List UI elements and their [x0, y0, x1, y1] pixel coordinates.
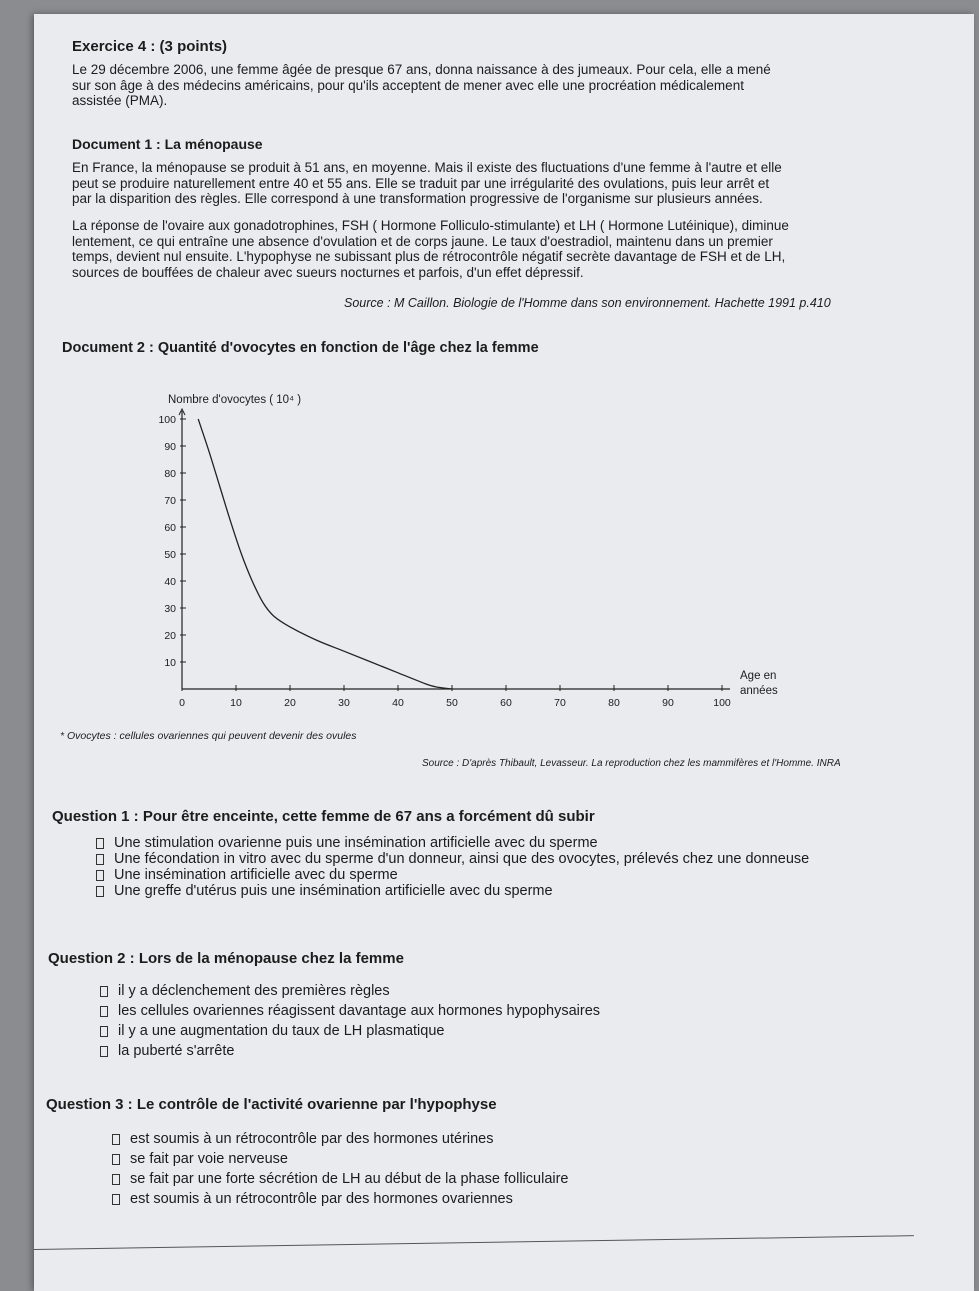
- x-tick-label: 40: [392, 697, 404, 709]
- q1-option-4[interactable]: [96, 883, 962, 899]
- option-label: se fait par une forte sécrétion de LH au début de la phase folliculaire: [130, 1171, 569, 1187]
- x-tick-label: 70: [554, 697, 566, 709]
- x-axis-label: Age en: [740, 670, 777, 682]
- option-label: la puberté s'arrête: [118, 1043, 235, 1059]
- option-label: Une fécondation in vitro avec du sperme d'un donneur, ainsi que des ovocytes, prélevés chez une donneuse: [114, 851, 810, 867]
- x-tick-label: 10: [230, 697, 242, 709]
- x-tick-label: 0: [179, 697, 185, 709]
- q2-option-1[interactable]: [100, 981, 958, 1001]
- checkbox[interactable]: [100, 986, 108, 997]
- doc1-line: peut se produire naturellement entre 40 et 55 ans. Elle se traduit par une irrégularité des ovulations, puis leur arrêt et: [72, 175, 770, 191]
- option-label: se fait par voie nerveuse: [130, 1151, 288, 1167]
- checkbox[interactable]: [112, 1154, 120, 1165]
- doc1-line: En France, la ménopause se produit à 51 ans, en moyenne. Mais il existe des fluctuations d'une femme à l'autre et elle: [72, 160, 782, 175]
- x-tick-label: 80: [608, 697, 620, 709]
- checkbox[interactable]: [96, 854, 104, 865]
- q2-option-3[interactable]: [100, 1021, 958, 1041]
- y-tick-label: 10: [164, 657, 176, 669]
- exercise-title: Exercice 4 : (3 points): [72, 38, 228, 55]
- doc1-source: Source : M Caillon. Biologie de l'Homme dans son environnement. Hachette 1991 p.410: [344, 296, 831, 310]
- question-1: [52, 808, 962, 899]
- doc1-line: La réponse de l'ovaire aux gonadotrophines, FSH ( Hormone Folliculo-stimulante) et LH ( Hormone Lutéinique), diminue: [72, 218, 789, 233]
- y-tick-label: 30: [164, 603, 176, 615]
- exercise-intro: [72, 62, 972, 109]
- q1-option-3[interactable]: [96, 867, 962, 883]
- y-tick-label: 90: [164, 441, 176, 453]
- checkbox[interactable]: [112, 1174, 120, 1185]
- q2-option-4[interactable]: [100, 1041, 958, 1061]
- intro-line: sur son âge à des médecins américains, pour qu'ils acceptent de mener avec elle une procréation médicalement: [72, 77, 744, 93]
- option-label: il y a une augmentation du taux de LH plasmatique: [118, 1023, 445, 1039]
- doc1-line: temps, devient nul ensuite. L'hypophyse ne subissant plus de rétrocontrôle négatif secrète davantage de FSH et de LH,: [72, 249, 786, 264]
- option-label: est soumis à un rétrocontrôle par des hormones ovariennes: [130, 1191, 513, 1207]
- y-tick-label: 100: [158, 414, 176, 426]
- exam-sheet: [34, 14, 974, 1291]
- option-label: Une insémination artificielle avec du sperme: [114, 867, 398, 883]
- x-tick-label: 60: [500, 697, 512, 709]
- question-1-title: Question 1 : Pour être enceinte, cette femme de 67 ans a forcément dû subir: [52, 808, 595, 825]
- checkbox[interactable]: [96, 838, 104, 849]
- y-tick-label: 80: [164, 468, 176, 480]
- checkbox[interactable]: [112, 1194, 120, 1205]
- y-tick-label: 40: [164, 576, 176, 588]
- doc1-line: sources de bouffées de chaleur avec sueurs nocturnes et parfois, d'un effet dépressif.: [72, 264, 584, 280]
- checkbox[interactable]: [100, 1006, 108, 1017]
- x-tick-label: 50: [446, 697, 458, 709]
- doc2-footnote: * Ovocytes : cellules ovariennes qui peuvent devenir des ovules: [60, 730, 357, 742]
- doc2-source: Source : D'après Thibault, Levasseur. La reproduction chez les mammifères et l'Homme. INRA: [422, 758, 841, 769]
- option-label: Une stimulation ovarienne puis une insémination artificielle avec du sperme: [114, 835, 598, 851]
- q3-option-1[interactable]: [112, 1129, 956, 1149]
- option-label: Une greffe d'utérus puis une insémination artificielle avec du sperme: [114, 883, 553, 899]
- x-tick-label: 90: [662, 697, 674, 709]
- option-label: les cellules ovariennes réagissent davantage aux hormones hypophysaires: [118, 1003, 601, 1019]
- question-3-title: Question 3 : Le contrôle de l'activité ovarienne par l'hypophyse: [46, 1096, 497, 1113]
- question-2: [48, 950, 958, 1061]
- question-2-title: Question 2 : Lors de la ménopause chez la femme: [48, 950, 404, 967]
- y-tick-label: 70: [164, 495, 176, 507]
- q3-option-2[interactable]: [112, 1149, 956, 1169]
- checkbox[interactable]: [100, 1026, 108, 1037]
- checkbox[interactable]: [96, 886, 104, 897]
- x-tick-label: 100: [713, 697, 731, 709]
- x-tick-label: 30: [338, 697, 350, 709]
- doc1-line: par la disparition des règles. Elle correspond à une transformation progressive de l'organisme sur plusieurs années.: [72, 191, 763, 206]
- intro-line: assistée (PMA).: [72, 93, 168, 108]
- question-3: [46, 1096, 956, 1209]
- option-label: il y a déclenchement des premières règles: [118, 983, 390, 999]
- doc2-title: Document 2 : Quantité d'ovocytes en fonction de l'âge chez la femme: [62, 340, 539, 356]
- q2-option-2[interactable]: [100, 1001, 958, 1021]
- q1-option-2[interactable]: [96, 851, 962, 867]
- oocyte-chart: [34, 384, 834, 729]
- y-axis-label: Nombre d'ovocytes ( 10⁴ ): [168, 394, 302, 406]
- q3-option-4[interactable]: [112, 1189, 956, 1209]
- q3-option-3[interactable]: [112, 1169, 956, 1189]
- checkbox[interactable]: [100, 1046, 108, 1057]
- doc1-paragraph-1: [72, 160, 972, 207]
- y-tick-label: 60: [164, 522, 176, 534]
- option-label: est soumis à un rétrocontrôle par des hormones utérines: [130, 1131, 494, 1147]
- y-tick-label: 50: [164, 549, 176, 561]
- checkbox[interactable]: [96, 870, 104, 881]
- x-tick-label: 20: [284, 697, 296, 709]
- doc1-title: Document 1 : La ménopause: [72, 136, 263, 152]
- y-tick-label: 20: [164, 630, 176, 642]
- q1-option-1[interactable]: [96, 835, 962, 851]
- checkbox[interactable]: [112, 1134, 120, 1145]
- x-axis-label: années: [740, 685, 778, 697]
- bottom-rule: [34, 1235, 914, 1250]
- intro-line: Le 29 décembre 2006, une femme âgée de presque 67 ans, donna naissance à des jumeaux. Pour cela, elle a mené: [72, 62, 771, 77]
- doc1-line: lentement, ce qui entraîne une absence d'ovulation et de corps jaune. Le taux d'oestradiol, maintenu dans un premier: [72, 233, 773, 249]
- doc1-paragraph-2: [72, 218, 972, 280]
- oocyte-curve: [198, 419, 452, 689]
